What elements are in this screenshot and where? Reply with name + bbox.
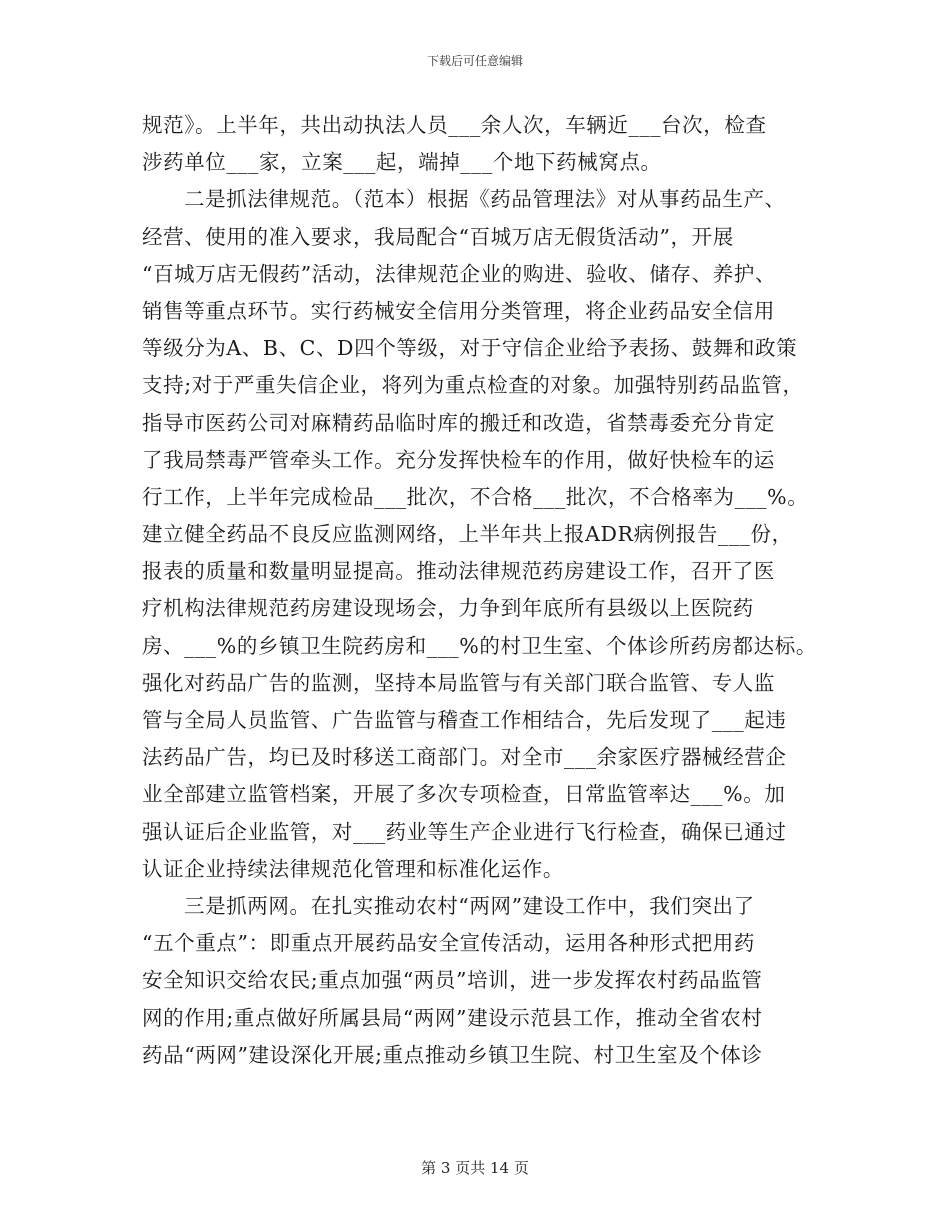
- text-line: 支持;对于严重失信企业，将列为重点检查的对象。加强特别药品监管，: [142, 373, 804, 398]
- text-line: 认证企业持续法律规范化管理和标准化运作。: [142, 856, 564, 881]
- page-footer: 第 3 页共 14 页: [421, 1159, 529, 1177]
- text-line: 网的作用;重点做好所属县局“两网”建设示范县工作，推动全省农村: [142, 1005, 763, 1030]
- text-line: “百城万店无假药”活动，法律规范企业的购进、验收、储存、养护、: [142, 261, 777, 286]
- paragraph-start-line: 二是抓法律规范。（范本）根据《药品管理法》对从事药品生产、: [184, 187, 786, 212]
- text-line: 报表的质量和数量明显提高。推动法律规范药房建设工作，召开了医: [142, 559, 775, 584]
- text-line: 强认证后企业监管，对___药业等生产企业进行飞行检查，确保已通过: [142, 819, 787, 844]
- text-line: 管与全局人员监管、广告监管与稽查工作相结合，先后发现了___起违: [142, 708, 787, 732]
- text-line: 等级分为A、B、C、D四个等级，对于守信企业给予表扬、鼓舞和政策: [142, 336, 798, 361]
- document-body: [142, 107, 822, 1074]
- text-line: 安全知识交给农民;重点加强“两员”培训，进一步发挥农村药品监管: [142, 968, 763, 993]
- text-line: 经营、使用的准入要求，我局配合“百城万店无假货活动”，开展: [142, 224, 734, 249]
- text-line: 了我局禁毒严管牵头工作。充分发挥快检车的作用，做好快检车的运: [142, 447, 775, 472]
- paragraph-start-line: 三是抓两网。在扎实推动农村“两网”建设工作中，我们突出了: [184, 893, 755, 918]
- text-line: 涉药单位___家，立案___起，端掉___个地下药械窝点。: [142, 150, 662, 175]
- text-line: 法药品广告，均已及时移送工商部门。对全市___余家医疗器械经营企: [142, 745, 787, 770]
- text-line: 指导市医药公司对麻精药品临时库的搬迁和改造，省禁毒委充分肯定: [142, 410, 775, 435]
- text-line: 行工作，上半年完成检品___批次，不合格___批次，不合格率为___%。: [142, 484, 809, 509]
- text-line: 疗机构法律规范药房建设现场会，力争到年底所有县级以上医院药: [142, 596, 754, 621]
- text-line: 建立健全药品不良反应监测网络，上半年共上报ADR病例报告___份，: [142, 522, 793, 547]
- text-line: 规范》。上半年，共出动执法人员___余人次，车辆近___台次，检查: [142, 113, 767, 137]
- text-line: 强化对药品广告的监测，坚持本局监管与有关部门联合监管、专人监: [142, 670, 775, 695]
- text-line: 药品“两网”建设深化开展;重点推动乡镇卫生院、村卫生室及个体诊: [142, 1042, 763, 1067]
- page-header: 下载后可任意编辑: [426, 54, 523, 68]
- text-line: 房、___%的乡镇卫生院药房和___%的村卫生室、个体诊所药房都达标。: [142, 633, 817, 658]
- text-line: 销售等重点环节。实行药械安全信用分类管理，将企业药品安全信用: [142, 298, 775, 323]
- text-line: “五个重点”：即重点开展药品安全宣传活动，运用各种形式把用药: [142, 931, 755, 956]
- text-line: 业全部建立监管档案，开展了多次专项检查，日常监管率达___%。加: [142, 782, 786, 807]
